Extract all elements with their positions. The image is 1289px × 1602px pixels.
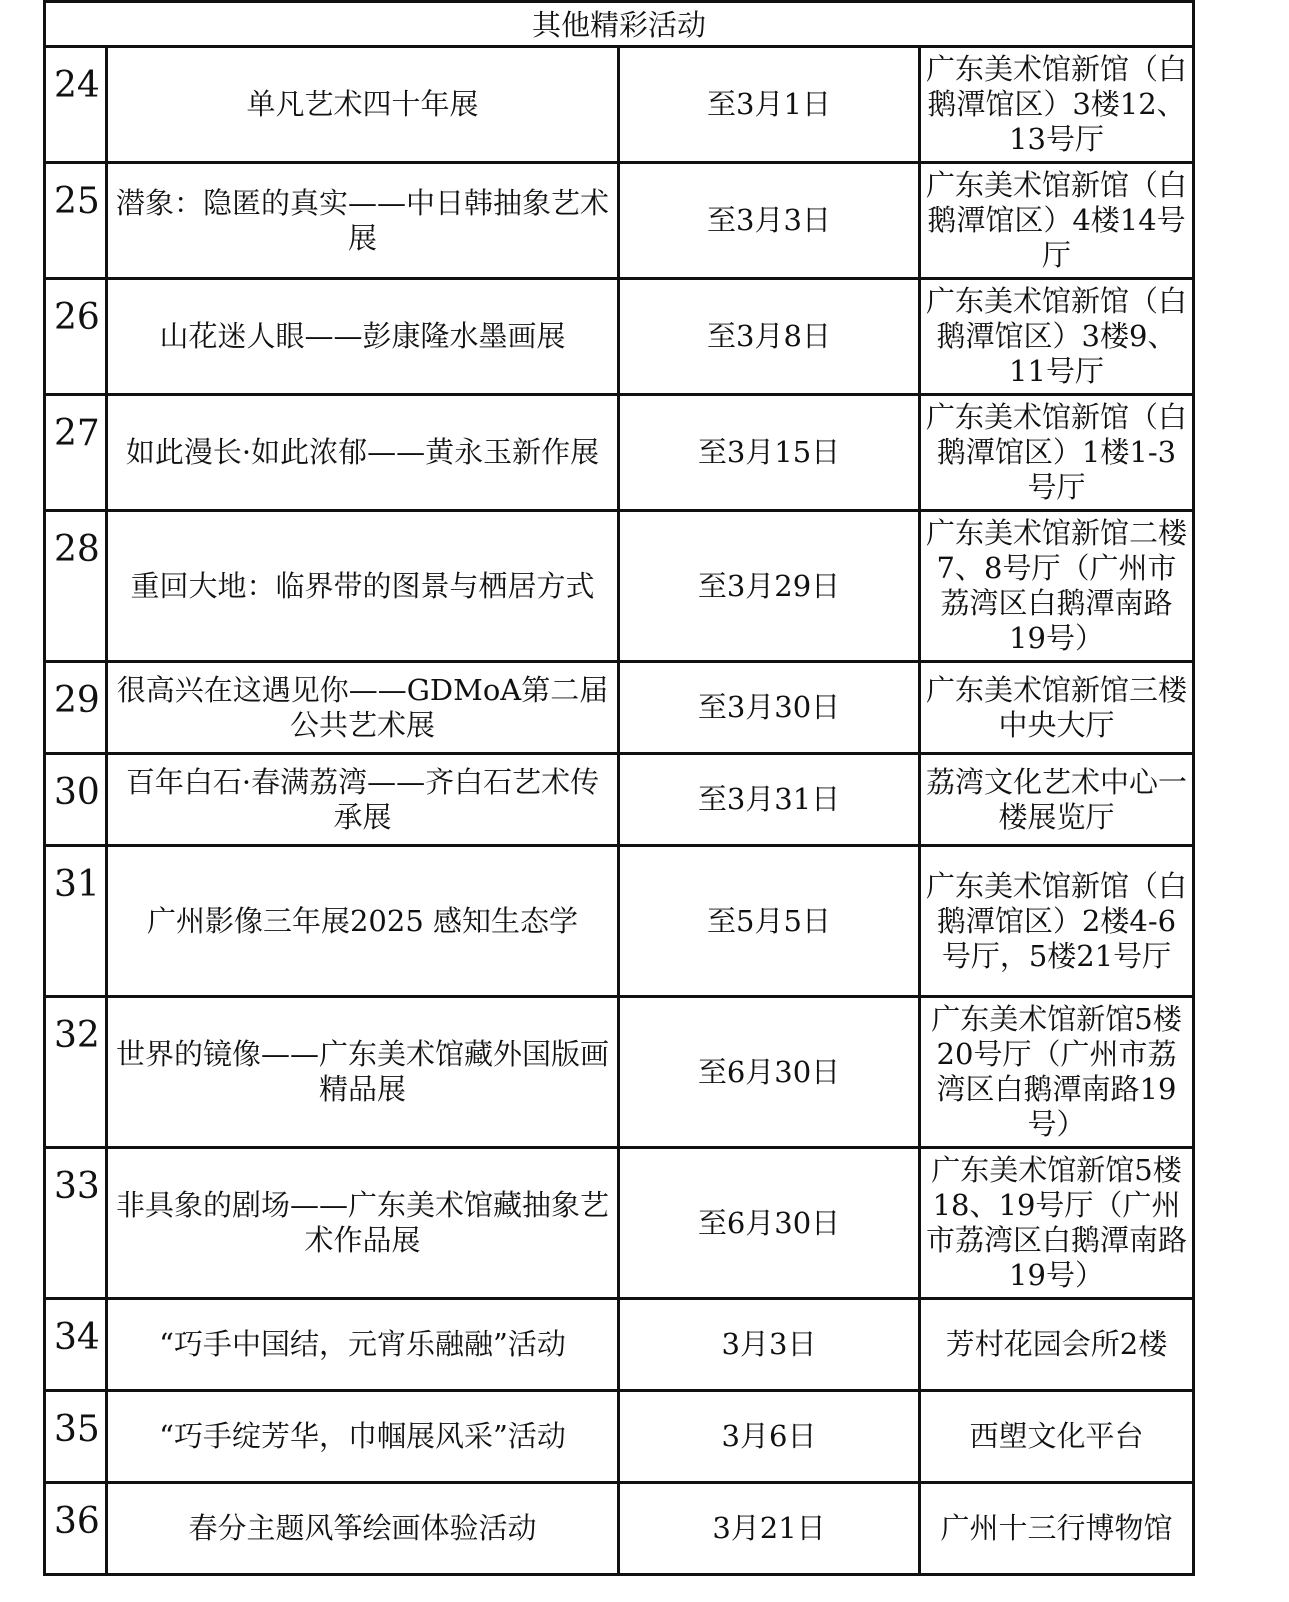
row-number: 24 bbox=[45, 47, 107, 163]
event-date: 至5月5日 bbox=[619, 846, 920, 997]
event-title: 重回大地：临界带的图景与栖居方式 bbox=[107, 511, 619, 662]
row-number: 29 bbox=[45, 662, 107, 754]
event-title: 单凡艺术四十年展 bbox=[107, 47, 619, 163]
event-venue: 广东美术馆新馆（白鹅潭馆区）4楼14号厅 bbox=[920, 163, 1194, 279]
table-row bbox=[45, 163, 1194, 279]
event-venue: 广州十三行博物馆 bbox=[920, 1483, 1194, 1575]
event-date: 至3月3日 bbox=[619, 163, 920, 279]
event-venue: 荔湾文化艺术中心一楼展览厅 bbox=[920, 754, 1194, 846]
row-number: 36 bbox=[45, 1483, 107, 1575]
event-title: 世界的镜像——广东美术馆藏外国版画精品展 bbox=[107, 997, 619, 1148]
table-row bbox=[45, 662, 1194, 754]
event-date: 至3月29日 bbox=[619, 511, 920, 662]
table-row bbox=[45, 511, 1194, 662]
row-number: 32 bbox=[45, 997, 107, 1148]
table-row bbox=[45, 1483, 1194, 1575]
row-number: 31 bbox=[45, 846, 107, 997]
table-row bbox=[45, 279, 1194, 395]
row-number: 28 bbox=[45, 511, 107, 662]
table-row bbox=[45, 1148, 1194, 1299]
event-date: 至3月8日 bbox=[619, 279, 920, 395]
event-venue: 芳村花园会所2楼 bbox=[920, 1299, 1194, 1391]
table-row bbox=[45, 1299, 1194, 1391]
table-row bbox=[45, 1391, 1194, 1483]
event-date: 至6月30日 bbox=[619, 997, 920, 1148]
event-venue: 广东美术馆新馆（白鹅潭馆区）3楼9、11号厅 bbox=[920, 279, 1194, 395]
event-title: 百年白石·春满荔湾——齐白石艺术传承展 bbox=[107, 754, 619, 846]
event-date: 至6月30日 bbox=[619, 1148, 920, 1299]
row-number: 35 bbox=[45, 1391, 107, 1483]
event-date: 至3月31日 bbox=[619, 754, 920, 846]
event-date: 至3月1日 bbox=[619, 47, 920, 163]
event-title: 很高兴在这遇见你——GDMoA第二届公共艺术展 bbox=[107, 662, 619, 754]
event-title: 广州影像三年展2025 感知生态学 bbox=[107, 846, 619, 997]
section-header-row bbox=[45, 2, 1194, 47]
event-venue: 广东美术馆新馆（白鹅潭馆区）3楼12、13号厅 bbox=[920, 47, 1194, 163]
table-row bbox=[45, 47, 1194, 163]
event-title: 山花迷人眼——彭康隆水墨画展 bbox=[107, 279, 619, 395]
row-number: 30 bbox=[45, 754, 107, 846]
event-date: 至3月15日 bbox=[619, 395, 920, 511]
table-row bbox=[45, 395, 1194, 511]
table-row bbox=[45, 997, 1194, 1148]
event-venue: 广东美术馆新馆（白鹅潭馆区）1楼1-3号厅 bbox=[920, 395, 1194, 511]
event-venue: 广东美术馆新馆三楼中央大厅 bbox=[920, 662, 1194, 754]
event-venue: 广东美术馆新馆二楼7、8号厅（广州市荔湾区白鹅潭南路19号） bbox=[920, 511, 1194, 662]
event-venue: 西塱文化平台 bbox=[920, 1391, 1194, 1483]
event-title: 如此漫长·如此浓郁——黄永玉新作展 bbox=[107, 395, 619, 511]
event-date: 至3月30日 bbox=[619, 662, 920, 754]
row-number: 25 bbox=[45, 163, 107, 279]
events-table-body bbox=[45, 2, 1194, 1575]
event-title: 潜象：隐匿的真实——中日韩抽象艺术展 bbox=[107, 163, 619, 279]
row-number: 33 bbox=[45, 1148, 107, 1299]
event-venue: 广东美术馆新馆5楼20号厅（广州市荔湾区白鹅潭南路19号） bbox=[920, 997, 1194, 1148]
event-venue: 广东美术馆新馆5楼18、19号厅（广州市荔湾区白鹅潭南路19号） bbox=[920, 1148, 1194, 1299]
event-venue: 广东美术馆新馆（白鹅潭馆区）2楼4-6号厅，5楼21号厅 bbox=[920, 846, 1194, 997]
event-date: 3月6日 bbox=[619, 1391, 920, 1483]
row-number: 34 bbox=[45, 1299, 107, 1391]
event-title: 非具象的剧场——广东美术馆藏抽象艺术作品展 bbox=[107, 1148, 619, 1299]
event-date: 3月21日 bbox=[619, 1483, 920, 1575]
section-title: 其他精彩活动 bbox=[45, 2, 1194, 47]
event-date: 3月3日 bbox=[619, 1299, 920, 1391]
events-table bbox=[43, 0, 1195, 1576]
table-row bbox=[45, 846, 1194, 997]
table-row bbox=[45, 754, 1194, 846]
row-number: 26 bbox=[45, 279, 107, 395]
row-number: 27 bbox=[45, 395, 107, 511]
event-title: “巧手中国结，元宵乐融融”活动 bbox=[107, 1299, 619, 1391]
events-table-container bbox=[43, 0, 1192, 1576]
event-title: 春分主题风筝绘画体验活动 bbox=[107, 1483, 619, 1575]
event-title: “巧手绽芳华，巾帼展风采”活动 bbox=[107, 1391, 619, 1483]
